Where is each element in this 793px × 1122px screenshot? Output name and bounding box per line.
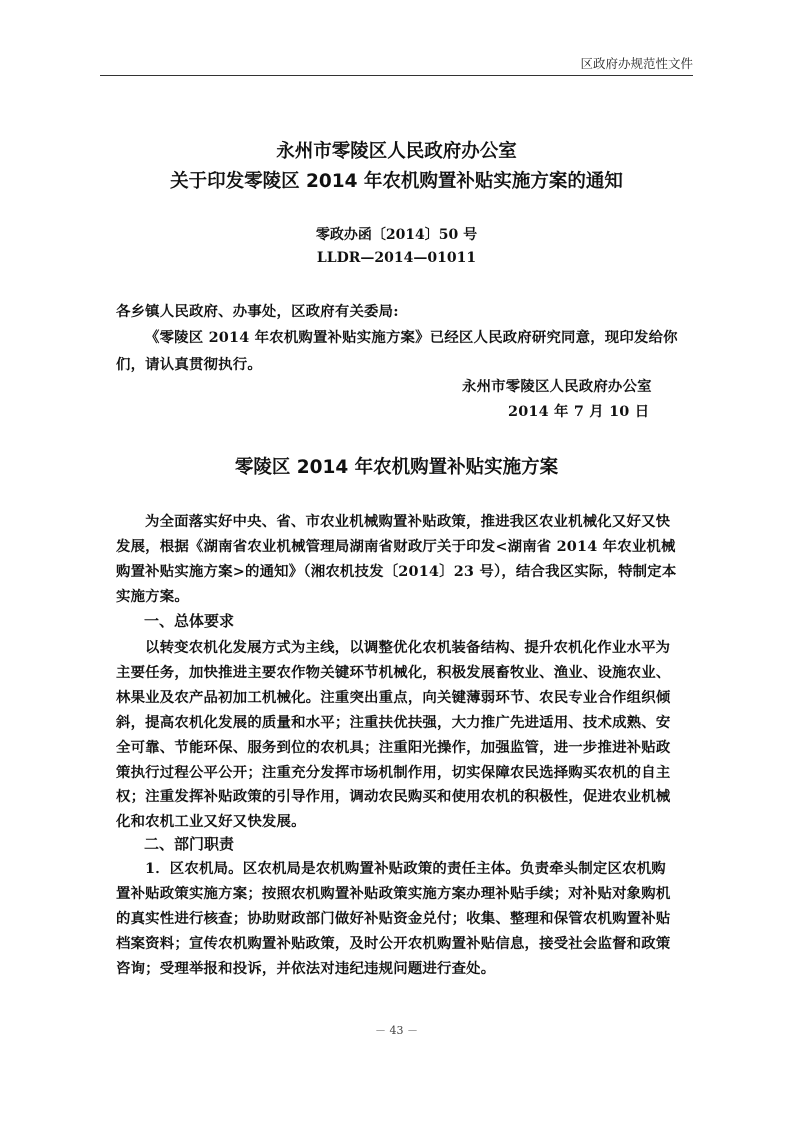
doc-numbers	[100, 224, 693, 270]
notice-body: 《零陵区 2014 年农机购置补贴实施方案》已经区人民政府研究同意，现印发给你们，请认真贯彻执行。	[116, 329, 678, 373]
section1-body: 以转变农机化发展方式为主线，以调整优化农机装备结构、提升农机化作业水平为主要任务，加快推进主要农作物关键环节机械化，积极发展畜牧业、渔业、设施农业、林果业及农产品初加工机械化。注重突出重点，向关键薄弱环节、农民专业合作组织倾斜，提高农机化发展的质量和水平；注重扶优扶强，大力推广先进适用、技术成熟、安全可靠、节能环保、服务到位的农机具；注重阳光操作，加强监管，进一步推进补贴政策执行过程公平公开；注重充分发挥市场机制作用，切实保障农民选择购买农机的自主权；注重发挥补贴政策的引导作用，调动农民购买和使用农机的积极性，促进农业机械化和农机工业又好又快发展。	[116, 639, 671, 831]
signature-org: 永州市零陵区人民政府办公室	[462, 378, 652, 395]
notice-title	[100, 137, 693, 197]
reg-number: LLDR—2014—01011	[316, 250, 477, 266]
section1-heading: 一、总体要求	[144, 612, 235, 630]
section2-heading: 二、部门职责	[144, 835, 235, 853]
header-rule	[100, 75, 693, 76]
doc-number: 零政办函〔2014〕50 号	[315, 227, 478, 243]
notice-title-line1: 永州市零陵区人民政府办公室	[276, 141, 517, 162]
page-number: － 43 －	[375, 1024, 418, 1037]
section2-item1: 1．区农机局。区农机局是农机购置补贴政策的责任主体。负责牵头制定区农机购置补贴政策实施方案；按照农机购置补贴政策实施方案办理补贴手续；对补贴对象购机的真实性进行核查；协助财政部门做好补贴资金兑付；收集、整理和保管农机购置补贴档案资料；宣传农机购置补贴政策，及时公开农机购置补贴信息，接受社会监督和政策咨询；受理举报和投诉，并依法对违纪违规问题进行查处。	[116, 860, 671, 977]
plan-title: 零陵区 2014 年农机购置补贴实施方案	[234, 457, 559, 478]
signature-date: 2014 年 7 月 10 日	[508, 403, 650, 420]
notice-title-line2: 关于印发零陵区 2014 年农机购置补贴实施方案的通知	[170, 171, 623, 192]
header-label: 区政府办规范性文件	[580, 56, 693, 71]
addressee: 各乡镇人民政府、办事处，区政府有关委局:	[116, 303, 399, 320]
plan-intro: 为全面落实好中央、省、市农业机械购置补贴政策，推进我区农业机械化又好又快发展，根据《湖南省农业机械管理局湖南省财政厅关于印发<湖南省 2014 年农业机械购置补贴实施方案>的通知》（湘农机技发〔2014〕23 号），结合我区实际，特制定本实施方案。	[116, 513, 677, 605]
